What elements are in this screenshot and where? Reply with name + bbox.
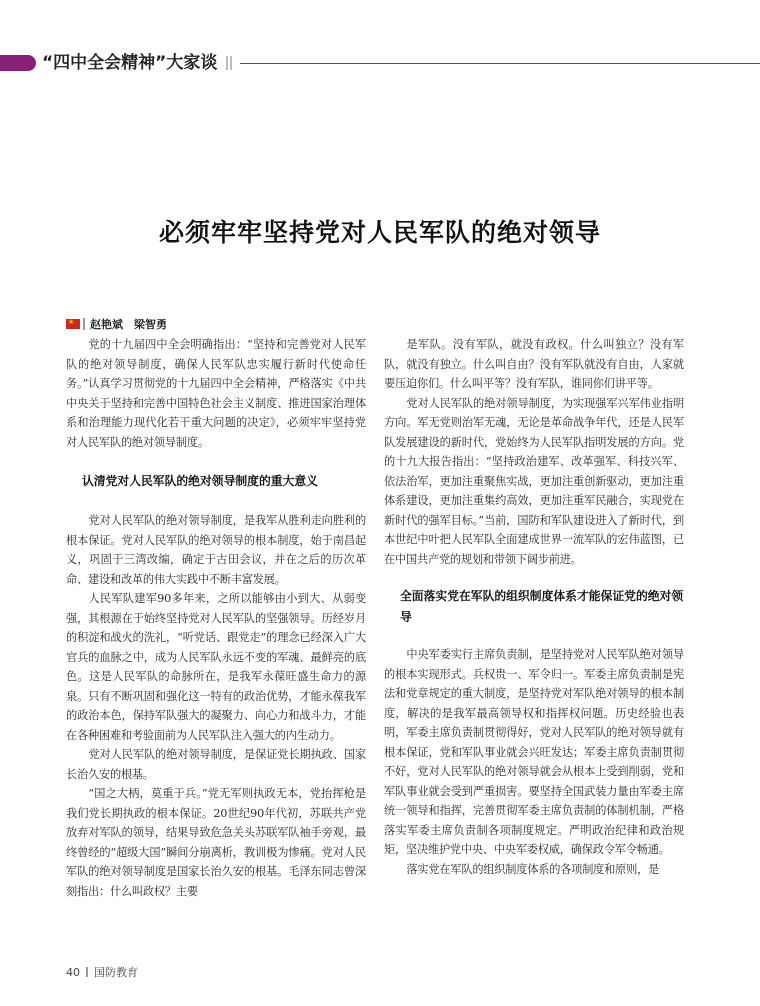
series-header (0, 50, 760, 78)
right-column (384, 335, 684, 879)
paragraph: 中央军委实行主席负责制，是坚持党对人民军队绝对领导的根本实现形式。兵权贵一、军令归一。军委主席负责制是宪法和党章规定的重大制度，是坚持党对军队绝对领导的根本制度，解决的是我军最高领导权和指挥权问题。历史经验也表明，军委主席负责制贯彻得好，党对人民军队的绝对领导就有根本保证，党和军队事业就会兴旺发达；军委主席负责制贯彻不好，党对人民军队的绝对领导就会从根本上受到削弱，党和军队事业就会受到严重损害。要坚持全国武装力量由军委主席统一领导和指挥，完善贯彻军委主席负责制的体制机制，严格落实军委主席负责制各项制度规定。严明政治纪律和政治规矩，坚决维护党中央、中央军委权威，确保政令军令畅通。 (384, 648, 684, 856)
series-accent-bar (0, 55, 36, 71)
paragraph: 党对人民军队的绝对领导制度，为实现强军兴军伟业指明方向。军无党则治军无魂，无论是革命战争年代，还是人民军队发展建设的新时代，党始终为人民军队指明发展的方向。党的十九大报告指出：“坚持政治建军、改革强军、科技兴军、依法治军，更加注重聚焦实战，更加注重创新驱动，更加注重体系建设，更加注重集约高效，更加注重军民融合，实现党在新时代的强军目标。”当前，国防和军队建设进入了新时代，到本世纪中叶把人民军队全面建成世界一流军队的宏伟蓝图，已在中国共产党的规划和带领下阔步前进。 (384, 396, 684, 566)
series-title: “四中全会精神”大家谈 (42, 53, 218, 73)
paragraph: 党对人民军队的绝对领导制度，是保证党长期执政、国家长治久安的根基。 (66, 748, 366, 781)
page-footer (66, 964, 138, 980)
paragraph: 是军队。没有军队，就没有政权。什么叫独立？没有军队，就没有独立。什么叫自由？没有军队就没有自由，人家就要压迫你们。什么叫平等？没有军队，谁同你们讲平等。 (384, 338, 684, 390)
paragraph: 党对人民军队的绝对领导制度，是我军从胜利走向胜利的根本保证。党对人民军队的绝对领导的根本制度，始于南昌起义，巩固于三湾改编，确定于古田会议，并在之后的历次革命、建设和改革的伟大实践中不断丰富发展。 (66, 514, 366, 586)
footer-divider (86, 967, 88, 977)
article-title: 必须牢牢坚持党对人民军队的绝对领导 (158, 217, 601, 247)
page-number: 40 (66, 966, 80, 979)
section-heading: 全面落实党在军队的组织制度体系才能保证党的绝对领导 (400, 589, 684, 624)
header-divider (226, 56, 228, 70)
publication-name: 国防教育 (94, 966, 138, 979)
paragraph: 党的十九届四中全会明确指出：“坚持和完善党对人民军队的绝对领导制度，确保人民军队忠实履行新时代使命任务。”认真学习贯彻党的十九届四中全会精神，严格落实《中共中央关于坚持和完善中国特色社会主义制度、推进国家治理体系和治理能力现代化若干重大问题的决定》，必须牢牢坚持党对人民军队的绝对领导制度。 (66, 338, 366, 449)
paragraph: 人民军队建军90多年来，之所以能够由小到大、从弱变强，其根源在于始终坚持党对人民军队的坚强领导。历经岁月的积淀和战火的洗礼，“听党话、跟党走”的理念已经深入广大官兵的血脉之中，成为人民军队永远不变的军魂、最鲜亮的底色。这是人民军队的命脉所在，是我军永葆旺盛生命力的源泉。只有不断巩固和强化这一特有的政治优势，才能永葆我军的政治本色，保持军队强大的凝聚力、向心力和战斗力，才能在各种困难和考验面前为人民军队注入强大的内生动力。 (66, 592, 366, 742)
china-flag-icon: ★ (66, 319, 80, 329)
left-column (66, 335, 366, 901)
paragraph: “国之大柄，莫重于兵。”党无军则执政无本，党抬挥枪是我们党长期执政的根本保证。20世纪90年代初，苏联共产党放弃对军队的领导，结果导致危急关头苏联军队袖手旁观，最终曾经的“超级大国”瞬间分崩离析，教训极为惨痛。党对人民军队的绝对领导制度是国家长治久安的根基。毛泽东同志曾深刻指出：什么叫政权？主要 (66, 787, 366, 898)
byline-divider (83, 318, 85, 330)
header-divider-2 (230, 56, 232, 70)
header-rule (240, 63, 760, 64)
paragraph: 落实党在军队的组织制度体系的各项制度和原则，是 (406, 862, 660, 876)
author-names: 赵艳斌 梁智勇 (90, 318, 167, 331)
section-heading: 认清党对人民军队的绝对领导制度的重大意义 (82, 474, 318, 488)
